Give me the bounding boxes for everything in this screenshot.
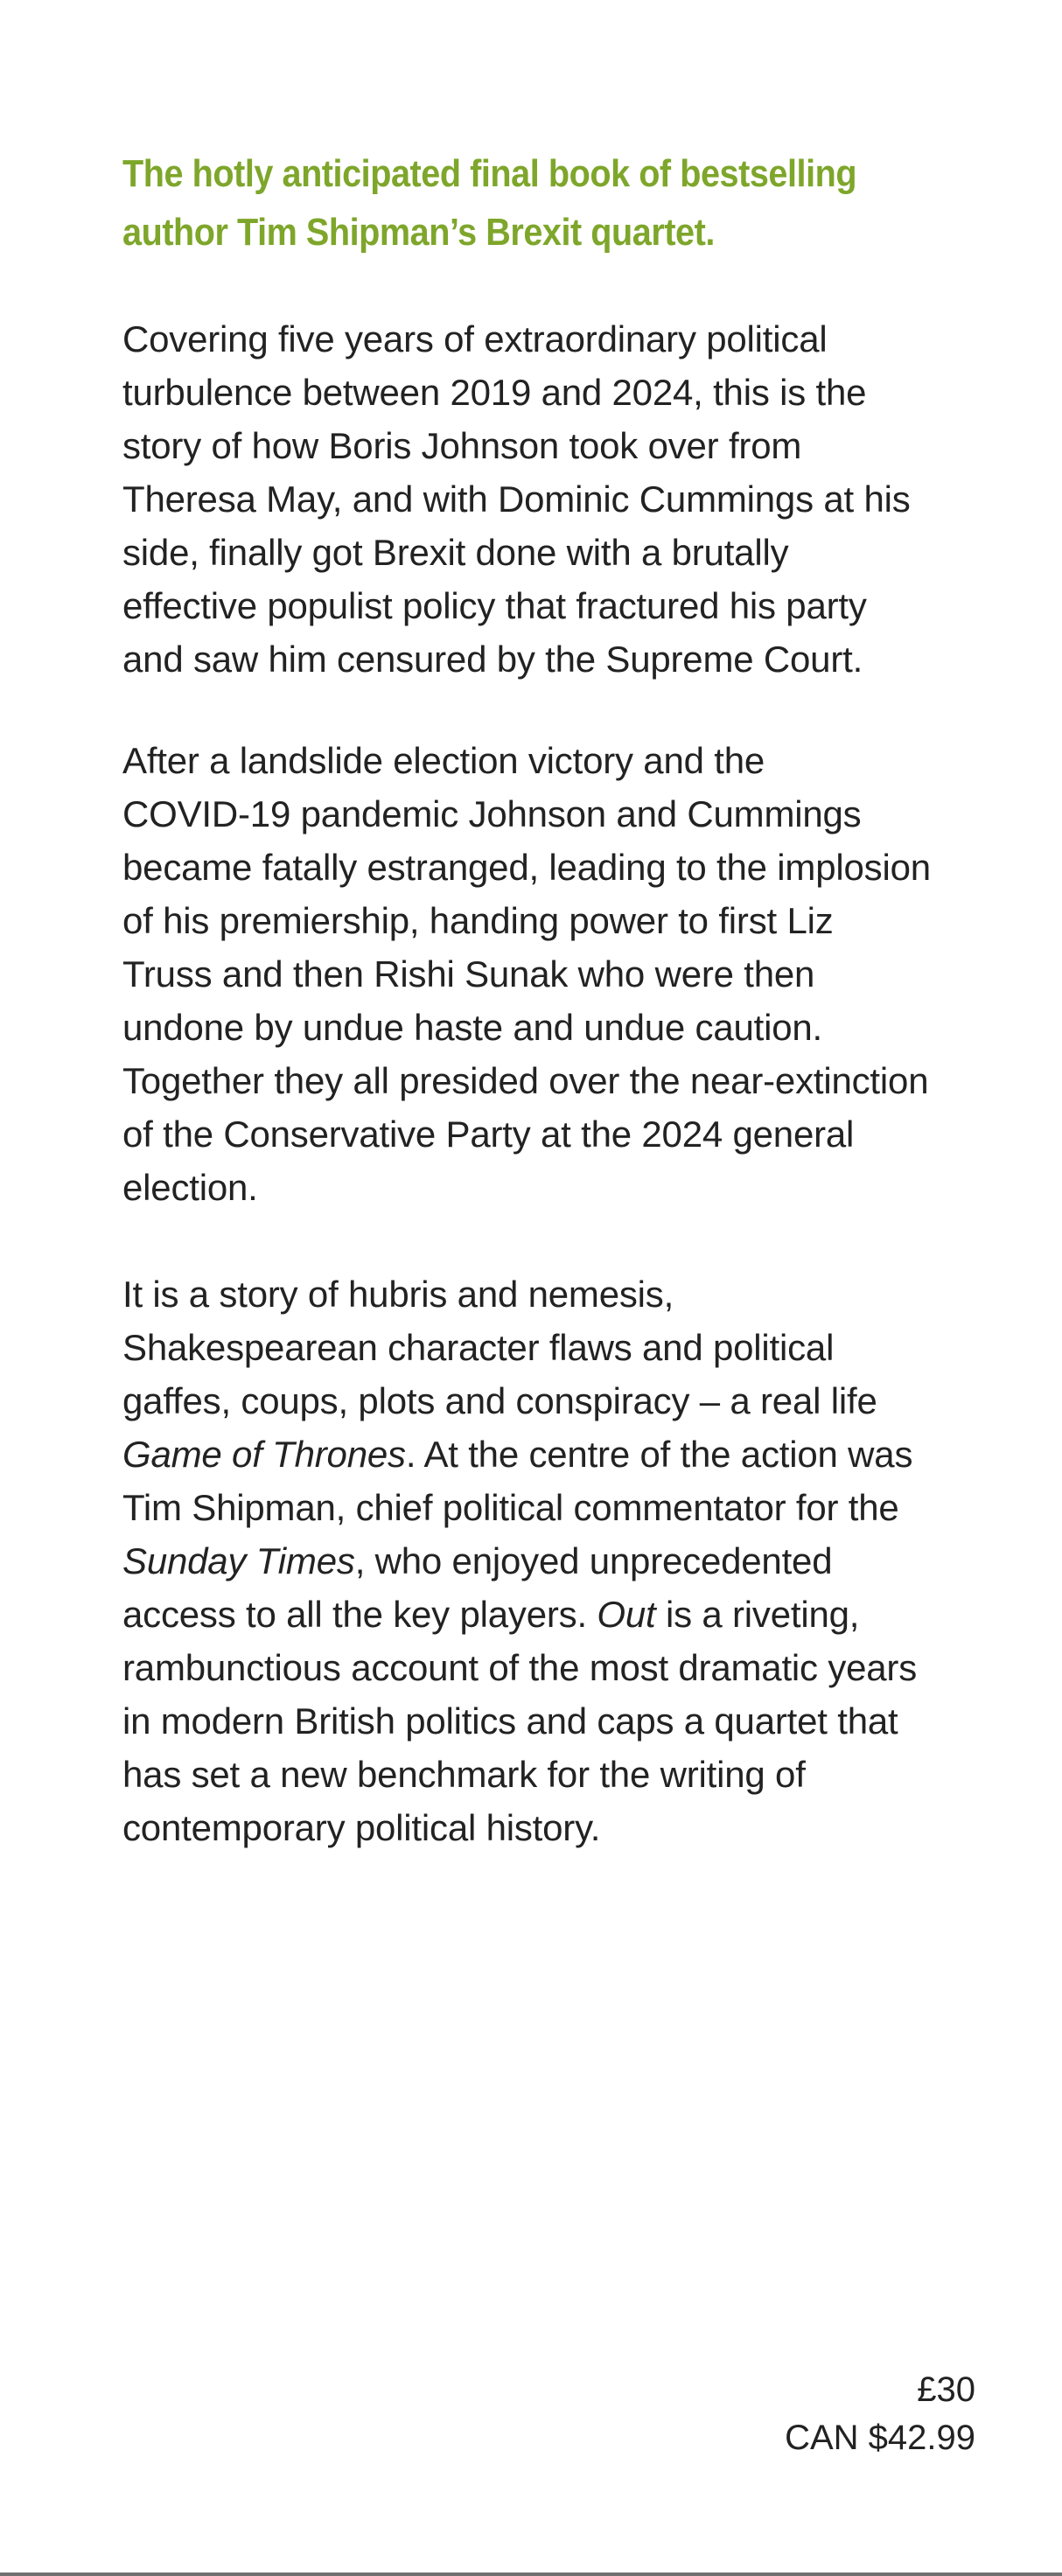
paragraph-3	[122, 1267, 980, 1854]
paragraph-line: Tim Shipman, chief political commentator for the	[122, 1487, 899, 1528]
paragraph-line: became fatally estranged, leading to the implosion	[122, 847, 931, 888]
paragraph-line: story of how Boris Johnson took over from	[122, 425, 802, 466]
paragraph-line: After a landslide election victory and the	[122, 740, 765, 781]
paragraph-line: contemporary political history.	[122, 1807, 601, 1848]
paragraph-line: and saw him censured by the Supreme Court.	[122, 639, 863, 680]
paragraph-line: turbulence between 2019 and 2024, this is the	[122, 372, 867, 413]
paragraph-2	[122, 734, 980, 1214]
paragraph-line: Shakespearean character flaws and political	[122, 1327, 835, 1368]
line-text: access to all the key players.	[122, 1594, 597, 1635]
paragraph-line: rambunctious account of the most dramatic years	[122, 1647, 918, 1688]
paragraph-line: It is a story of hubris and nemesis,	[122, 1274, 674, 1315]
paragraph-line: in modern British politics and caps a quartet that	[122, 1700, 898, 1742]
paragraph-1	[122, 312, 980, 686]
paragraph-line: Together they all presided over the near-extinction	[122, 1060, 929, 1101]
paragraph-line	[122, 1428, 980, 1481]
paragraph-line: of his premiership, handing power to first Liz	[122, 900, 834, 941]
paragraph-line	[122, 1588, 980, 1641]
paragraph-line: gaffes, coups, plots and conspiracy – a real life	[122, 1380, 877, 1421]
line-text: . At the centre of the action was	[405, 1434, 913, 1475]
blurb-content	[122, 144, 980, 1902]
publication-italic: Sunday Times	[122, 1540, 355, 1581]
page-edge-line	[0, 2573, 1062, 2576]
paragraph-line: COVID-19 pandemic Johnson and Cummings	[122, 793, 862, 834]
paragraph-line: Truss and then Rishi Sunak who were then	[122, 953, 815, 995]
headline-line: The hotly anticipated final book of bestselling	[122, 152, 857, 195]
headline-line: author Tim Shipman’s Brexit quartet.	[122, 211, 715, 254]
price-block	[785, 2366, 975, 2462]
uk-price: £30	[917, 2370, 975, 2409]
paragraph-line: of the Conservative Party at the 2024 general	[122, 1113, 855, 1155]
paragraph-line: side, finally got Brexit done with a brutally	[122, 532, 789, 573]
paragraph-line: election.	[122, 1167, 258, 1208]
paragraph-line: Theresa May, and with Dominic Cummings at his	[122, 478, 911, 520]
book-title-italic: Out	[597, 1594, 656, 1635]
paragraph-line: undone by undue haste and undue caution.	[122, 1007, 823, 1048]
paragraph-line: has set a new benchmark for the writing of	[122, 1754, 806, 1795]
canada-price: CAN $42.99	[785, 2419, 975, 2457]
paragraph-line	[122, 1534, 980, 1588]
book-title-italic: Game of Thrones	[122, 1434, 406, 1475]
paragraph-line: effective populist policy that fractured his party	[122, 585, 867, 626]
headline	[122, 144, 981, 262]
line-text: is a riveting,	[655, 1594, 860, 1635]
paragraph-line: Covering five years of extraordinary political	[122, 318, 828, 360]
line-text: , who enjoyed unprecedented	[354, 1540, 833, 1581]
